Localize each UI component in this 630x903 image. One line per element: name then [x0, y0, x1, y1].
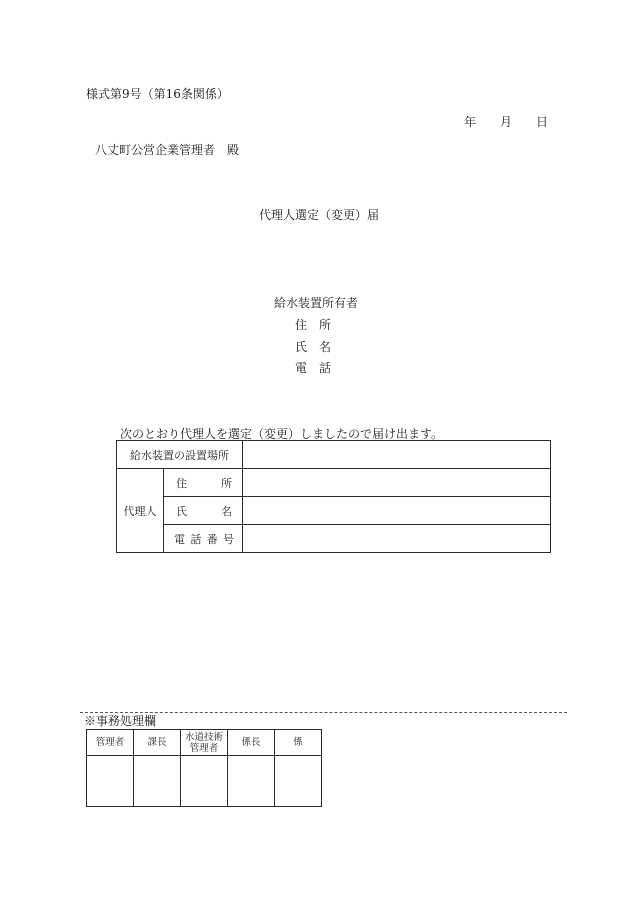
office-stamp-row	[87, 756, 322, 807]
date-month: 月	[500, 115, 513, 129]
owner-phone-label: 電 話	[295, 361, 332, 375]
table-row	[117, 469, 551, 497]
agent-name-label	[164, 497, 243, 525]
agent-address-label	[164, 469, 243, 497]
stamp-cell[interactable]	[275, 756, 322, 807]
statement: 次のとおり代理人を選定（変更）しましたので届け出ます。	[120, 427, 444, 441]
document-title: 代理人選定（変更）届	[259, 208, 380, 222]
stamp-cell[interactable]	[87, 756, 134, 807]
table-row	[117, 525, 551, 553]
cut-line-divider	[80, 712, 567, 713]
office-column-header: 係長	[228, 730, 275, 756]
office-use-table	[86, 729, 322, 807]
agent-name-field[interactable]	[243, 497, 551, 525]
office-column-header: 水道技術 管理者	[181, 730, 228, 756]
owner-name-label: 氏 名	[295, 340, 332, 354]
location-field[interactable]	[243, 441, 551, 469]
office-column-header: 管理者	[87, 730, 134, 756]
label-char: 話	[190, 532, 202, 546]
agent-address-field[interactable]	[243, 469, 551, 497]
agent-phone-label	[164, 525, 243, 553]
agent-label: 代理人	[117, 469, 164, 553]
label-char: 住	[176, 476, 187, 490]
date-year: 年	[464, 115, 477, 129]
office-use-heading: ※事務処理欄	[84, 714, 157, 728]
office-header-row	[87, 730, 322, 756]
office-column-header: 課長	[134, 730, 181, 756]
label-char: 名	[221, 504, 232, 518]
form-number: 様式第9号（第16条関係）	[86, 87, 229, 101]
addressee: 八丈町公営企業管理者 殿	[95, 143, 240, 157]
agent-form-table	[116, 440, 551, 553]
label-char: 所	[221, 476, 232, 490]
table-row	[117, 441, 551, 469]
owner-heading: 給水装置所有者	[274, 296, 359, 310]
label-char: 番	[206, 532, 218, 546]
label-char: 電	[174, 532, 185, 546]
owner-address-label: 住 所	[295, 318, 332, 332]
office-column-header: 係	[275, 730, 322, 756]
stamp-cell[interactable]	[228, 756, 275, 807]
date-day: 日	[536, 115, 549, 129]
agent-phone-field[interactable]	[243, 525, 551, 553]
label-char: 号	[222, 532, 234, 546]
location-label: 給水装置の設置場所	[117, 441, 243, 469]
label-char: 氏	[176, 504, 187, 518]
stamp-cell[interactable]	[181, 756, 228, 807]
stamp-cell[interactable]	[134, 756, 181, 807]
table-row	[117, 497, 551, 525]
